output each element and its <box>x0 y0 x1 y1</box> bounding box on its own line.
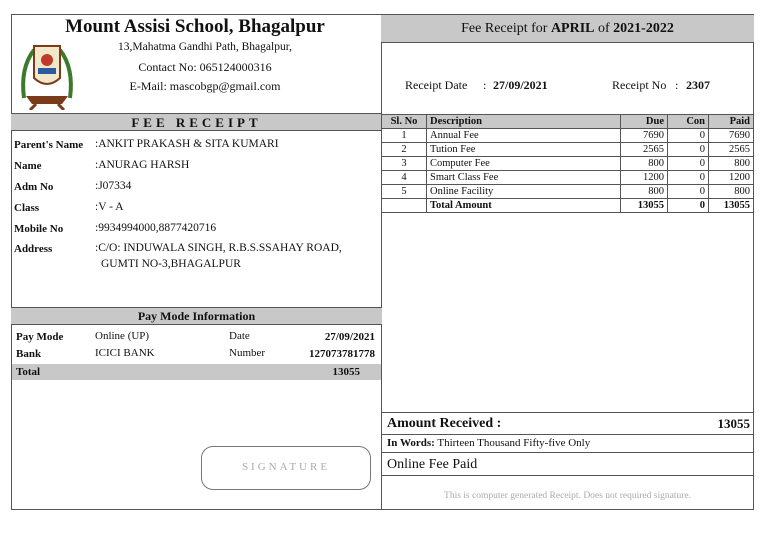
school-name: Mount Assisi School, Bhagalpur <box>65 16 325 37</box>
total-blank <box>382 199 427 213</box>
school-logo-icon <box>16 38 78 110</box>
row-paid: 7690 <box>709 129 754 143</box>
amount-divider-top <box>381 412 754 413</box>
row-con: 0 <box>668 157 709 171</box>
table-row <box>382 129 754 143</box>
receipt-date-sep: : <box>483 78 487 92</box>
fee-status-divider <box>381 475 754 476</box>
table-row <box>382 157 754 171</box>
row-due: 2565 <box>621 143 668 157</box>
total-label: Total Amount <box>427 199 621 213</box>
school-address: 13,Mahatma Gandhi Path, Bhagalpur, <box>118 41 292 53</box>
col-sl-no: Sl. No <box>382 115 427 129</box>
fee-status: Online Fee Paid <box>387 457 478 472</box>
address-value-line2: GUMTI NO-3,BHAGALPUR <box>101 258 241 270</box>
footer-note: This is computer generated Receipt. Does not required signature. <box>444 491 691 501</box>
number-value: 127073781778 <box>309 348 375 360</box>
col-description: Description <box>427 115 621 129</box>
amount-received-value: 13055 <box>717 416 750 431</box>
fee-table <box>381 114 754 213</box>
table-row <box>382 143 754 157</box>
row-con: 0 <box>668 129 709 143</box>
row-due: 1200 <box>621 171 668 185</box>
table-total-row <box>382 199 754 213</box>
row-due: 800 <box>621 157 668 171</box>
row-paid: 800 <box>709 157 754 171</box>
pay-mode-label: Pay Mode <box>16 331 64 343</box>
total-due: 13055 <box>621 199 668 213</box>
row-sl: 5 <box>382 185 427 199</box>
fee-header-month: APRIL <box>550 21 595 36</box>
fee-receipt-title: FEE RECEIPT <box>11 113 382 131</box>
row-desc: Online Facility <box>427 185 621 199</box>
signature-box: SIGNATURE <box>201 446 371 490</box>
receipt-date-value: 27/09/2021 <box>493 78 548 92</box>
bank-value: ICICI BANK <box>95 347 155 359</box>
pay-mode-value: Online (UP) <box>95 330 150 342</box>
row-con: 0 <box>668 185 709 199</box>
mobile-no-value: :9934994000,8877420716 <box>95 222 217 234</box>
col-paid: Paid <box>709 115 754 129</box>
mobile-no-label: Mobile No <box>14 223 64 235</box>
row-paid: 800 <box>709 185 754 199</box>
row-desc: Smart Class Fee <box>427 171 621 185</box>
amount-divider-mid <box>381 434 754 435</box>
receipt-no-value: 2307 <box>686 78 710 92</box>
adm-no-label: Adm No <box>14 181 54 193</box>
pay-date-value: 27/09/2021 <box>324 331 375 343</box>
table-row <box>382 185 754 199</box>
row-desc: Tution Fee <box>427 143 621 157</box>
row-sl: 2 <box>382 143 427 157</box>
fee-header-mid: of <box>594 21 614 36</box>
class-label: Class <box>14 202 40 214</box>
row-sl: 3 <box>382 157 427 171</box>
pay-total-value: 13055 <box>332 366 360 378</box>
pay-total-label: Total <box>16 366 41 378</box>
row-con: 0 <box>668 171 709 185</box>
address-value: :C/O: INDUWALA SINGH, R.B.S.SSAHAY ROAD, <box>95 242 342 254</box>
parent-name-value: :ANKIT PRAKASH & SITA KUMARI <box>95 138 279 150</box>
receipt-no-label: Receipt No <box>612 78 667 92</box>
address-label: Address <box>14 243 53 255</box>
in-words-value: Thirteen Thousand Fifty-five Only <box>434 437 591 449</box>
in-words-divider <box>381 452 754 453</box>
table-row <box>382 171 754 185</box>
total-paid: 13055 <box>709 199 754 213</box>
parent-name-label: Parent's Name <box>14 139 84 151</box>
school-contact: Contact No: 065124000316 <box>138 60 272 74</box>
student-name-label: Name <box>14 160 42 172</box>
row-sl: 4 <box>382 171 427 185</box>
fee-receipt-header <box>381 15 754 43</box>
row-desc: Computer Fee <box>427 157 621 171</box>
class-value: :V - A <box>95 201 124 213</box>
total-con: 0 <box>668 199 709 213</box>
in-words-label: In Words: <box>387 437 435 449</box>
row-sl: 1 <box>382 129 427 143</box>
pay-date-label: Date <box>229 330 250 342</box>
pay-mode-title: Pay Mode Information <box>11 307 382 325</box>
row-paid: 1200 <box>709 171 754 185</box>
col-con: Con <box>668 115 709 129</box>
bank-label: Bank <box>16 348 42 360</box>
student-name-value: :ANURAG HARSH <box>95 159 190 171</box>
amount-received-label: Amount Received : <box>387 416 502 431</box>
number-label: Number <box>229 347 266 359</box>
school-email: E-Mail: mascobgp@gmail.com <box>129 79 281 93</box>
row-due: 800 <box>621 185 668 199</box>
fee-table-header <box>382 115 754 129</box>
in-words <box>387 437 590 449</box>
row-desc: Annual Fee <box>427 129 621 143</box>
row-con: 0 <box>668 143 709 157</box>
col-due: Due <box>621 115 668 129</box>
adm-no-value: :J07334 <box>95 180 132 192</box>
fee-header-session: 2021-2022 <box>613 21 674 36</box>
row-due: 7690 <box>621 129 668 143</box>
row-paid: 2565 <box>709 143 754 157</box>
receipt-date-label: Receipt Date <box>405 78 468 92</box>
receipt-no-sep: : <box>675 78 679 92</box>
fee-header-prefix: Fee Receipt for <box>461 21 551 36</box>
